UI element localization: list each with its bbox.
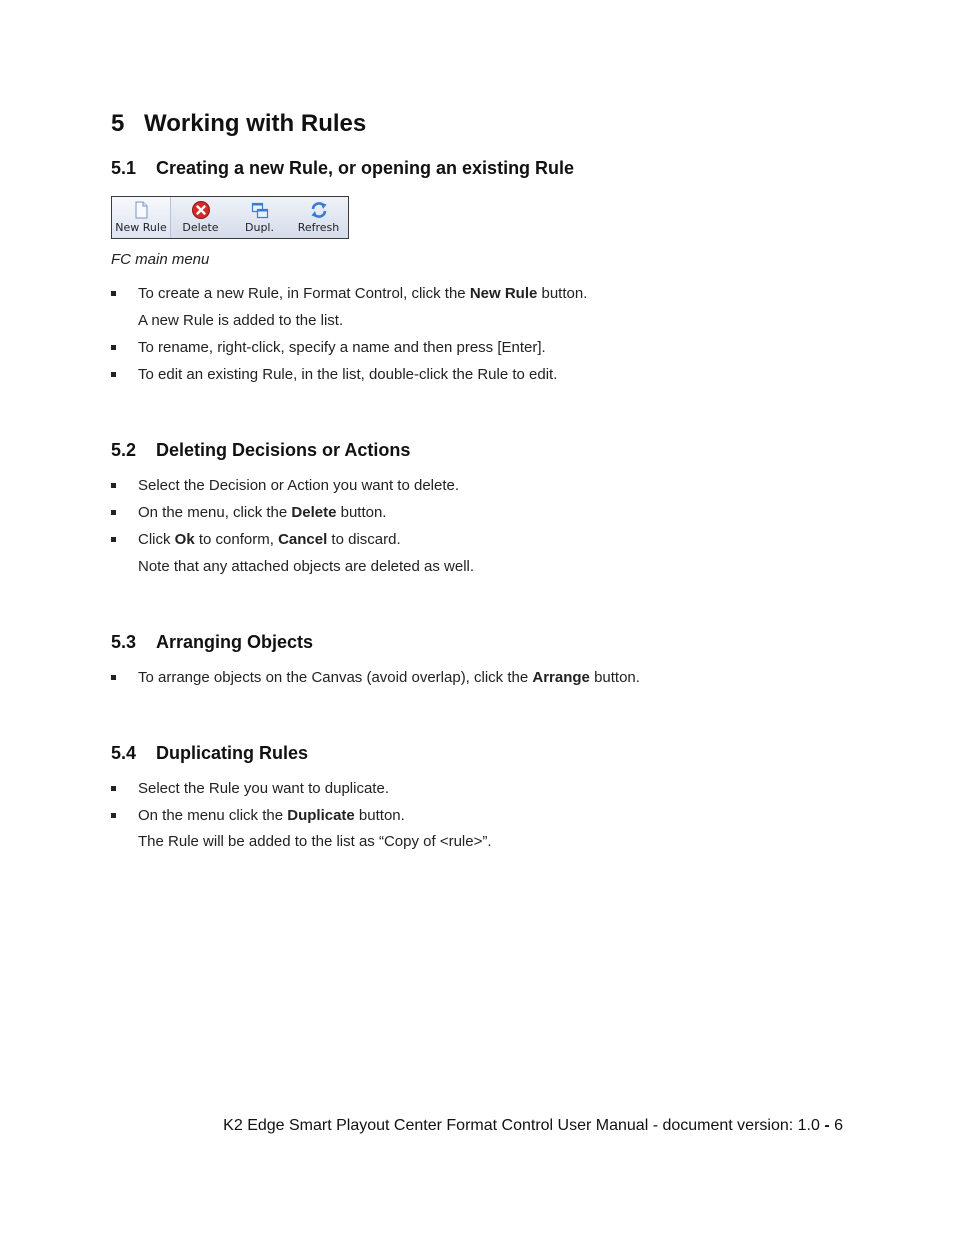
bullet-marker	[111, 786, 116, 791]
refresh-icon	[309, 200, 329, 220]
list-item-text: To arrange objects on the Canvas (avoid overlap), click the	[138, 669, 533, 686]
bullet-marker	[111, 345, 116, 350]
list-item-text: To create a new Rule, in Format Control, click the	[138, 285, 470, 302]
dupl-label: Dupl.	[245, 221, 274, 234]
list-item-text: button.	[336, 504, 387, 521]
bullet-marker	[111, 510, 116, 515]
section-title: Deleting Decisions or Actions	[156, 440, 411, 460]
list-item	[138, 339, 546, 357]
fc-main-menu-toolbar	[111, 196, 349, 239]
new-rule-button[interactable]	[112, 197, 171, 238]
section-number: 5.2	[111, 440, 137, 460]
list-item-bold: Duplicate	[287, 807, 355, 824]
refresh-button[interactable]	[289, 197, 348, 238]
list-item-text: On the menu click the	[138, 807, 288, 824]
section-title: Arranging Objects	[156, 632, 314, 652]
bullet-marker	[111, 291, 116, 296]
list-item	[138, 807, 405, 825]
list-item-text: to discard.	[327, 531, 401, 548]
chapter-heading	[111, 110, 366, 138]
new-rule-label: New Rule	[115, 221, 167, 234]
delete-label: Delete	[182, 221, 219, 234]
list-item-bold: Arrange	[532, 669, 590, 686]
list-item-text: Click	[138, 531, 175, 548]
section-heading-5-3	[111, 632, 313, 653]
list-item-bold: Delete	[291, 504, 337, 521]
page-number: 6	[829, 1117, 843, 1134]
duplicate-icon	[250, 200, 270, 220]
list-item-bold: Ok	[174, 531, 195, 548]
list-item	[138, 477, 459, 495]
list-item-bold: New Rule	[469, 285, 538, 302]
list-item	[138, 285, 587, 303]
section-number: 5.1	[111, 158, 137, 178]
list-item-text: to conform,	[194, 531, 279, 548]
section-heading-5-1	[111, 158, 574, 179]
list-item	[138, 504, 386, 522]
list-item-note: A new Rule is added to the list.	[138, 312, 344, 329]
section-title: Duplicating Rules	[156, 743, 309, 763]
list-item-text: button.	[354, 807, 405, 824]
list-item-bold: Cancel	[278, 531, 328, 548]
list-item-note: Note that any attached objects are deleted as well.	[138, 558, 475, 575]
chapter-title: Working with Rules	[144, 110, 367, 137]
list-item-text: On the menu, click the	[138, 504, 292, 521]
list-item-note: The Rule will be added to the list as “Copy of <rule>”.	[138, 833, 492, 850]
list-item	[138, 780, 389, 798]
list-item-text: To edit an existing Rule, in the list, double-click the Rule to edit.	[138, 366, 558, 383]
list-item-text: To rename, right-click, specify a name and then press [Enter].	[138, 339, 546, 356]
list-item-text: button.	[589, 669, 640, 686]
footer-text: K2 Edge Smart Playout Center Format Control User Manual - document version: 1.0	[223, 1117, 825, 1134]
section-heading-5-2	[111, 440, 410, 461]
delete-x-icon	[191, 200, 211, 220]
bullet-marker	[111, 537, 116, 542]
section-number: 5.4	[111, 743, 137, 763]
bullet-marker	[111, 675, 116, 680]
bullet-marker	[111, 813, 116, 818]
bullet-marker	[111, 483, 116, 488]
figure-caption: FC main menu	[111, 251, 210, 268]
duplicate-button[interactable]	[230, 197, 289, 238]
section-title: Creating a new Rule, or opening an existing Rule	[156, 158, 575, 178]
chapter-number: 5	[111, 110, 125, 137]
document-icon	[131, 200, 151, 220]
refresh-label: Refresh	[297, 221, 340, 234]
list-item-text: Select the Decision or Action you want to delete.	[138, 477, 460, 494]
list-item	[138, 669, 640, 687]
list-item	[138, 531, 401, 549]
list-item-text: button.	[537, 285, 588, 302]
section-number: 5.3	[111, 632, 137, 652]
list-item	[138, 366, 557, 384]
footer-separator: -	[824, 1117, 830, 1134]
bullet-marker	[111, 372, 116, 377]
delete-button[interactable]	[171, 197, 230, 238]
page-footer	[223, 1117, 843, 1135]
section-heading-5-4	[111, 743, 308, 764]
list-item-text: Select the Rule you want to duplicate.	[138, 780, 389, 797]
